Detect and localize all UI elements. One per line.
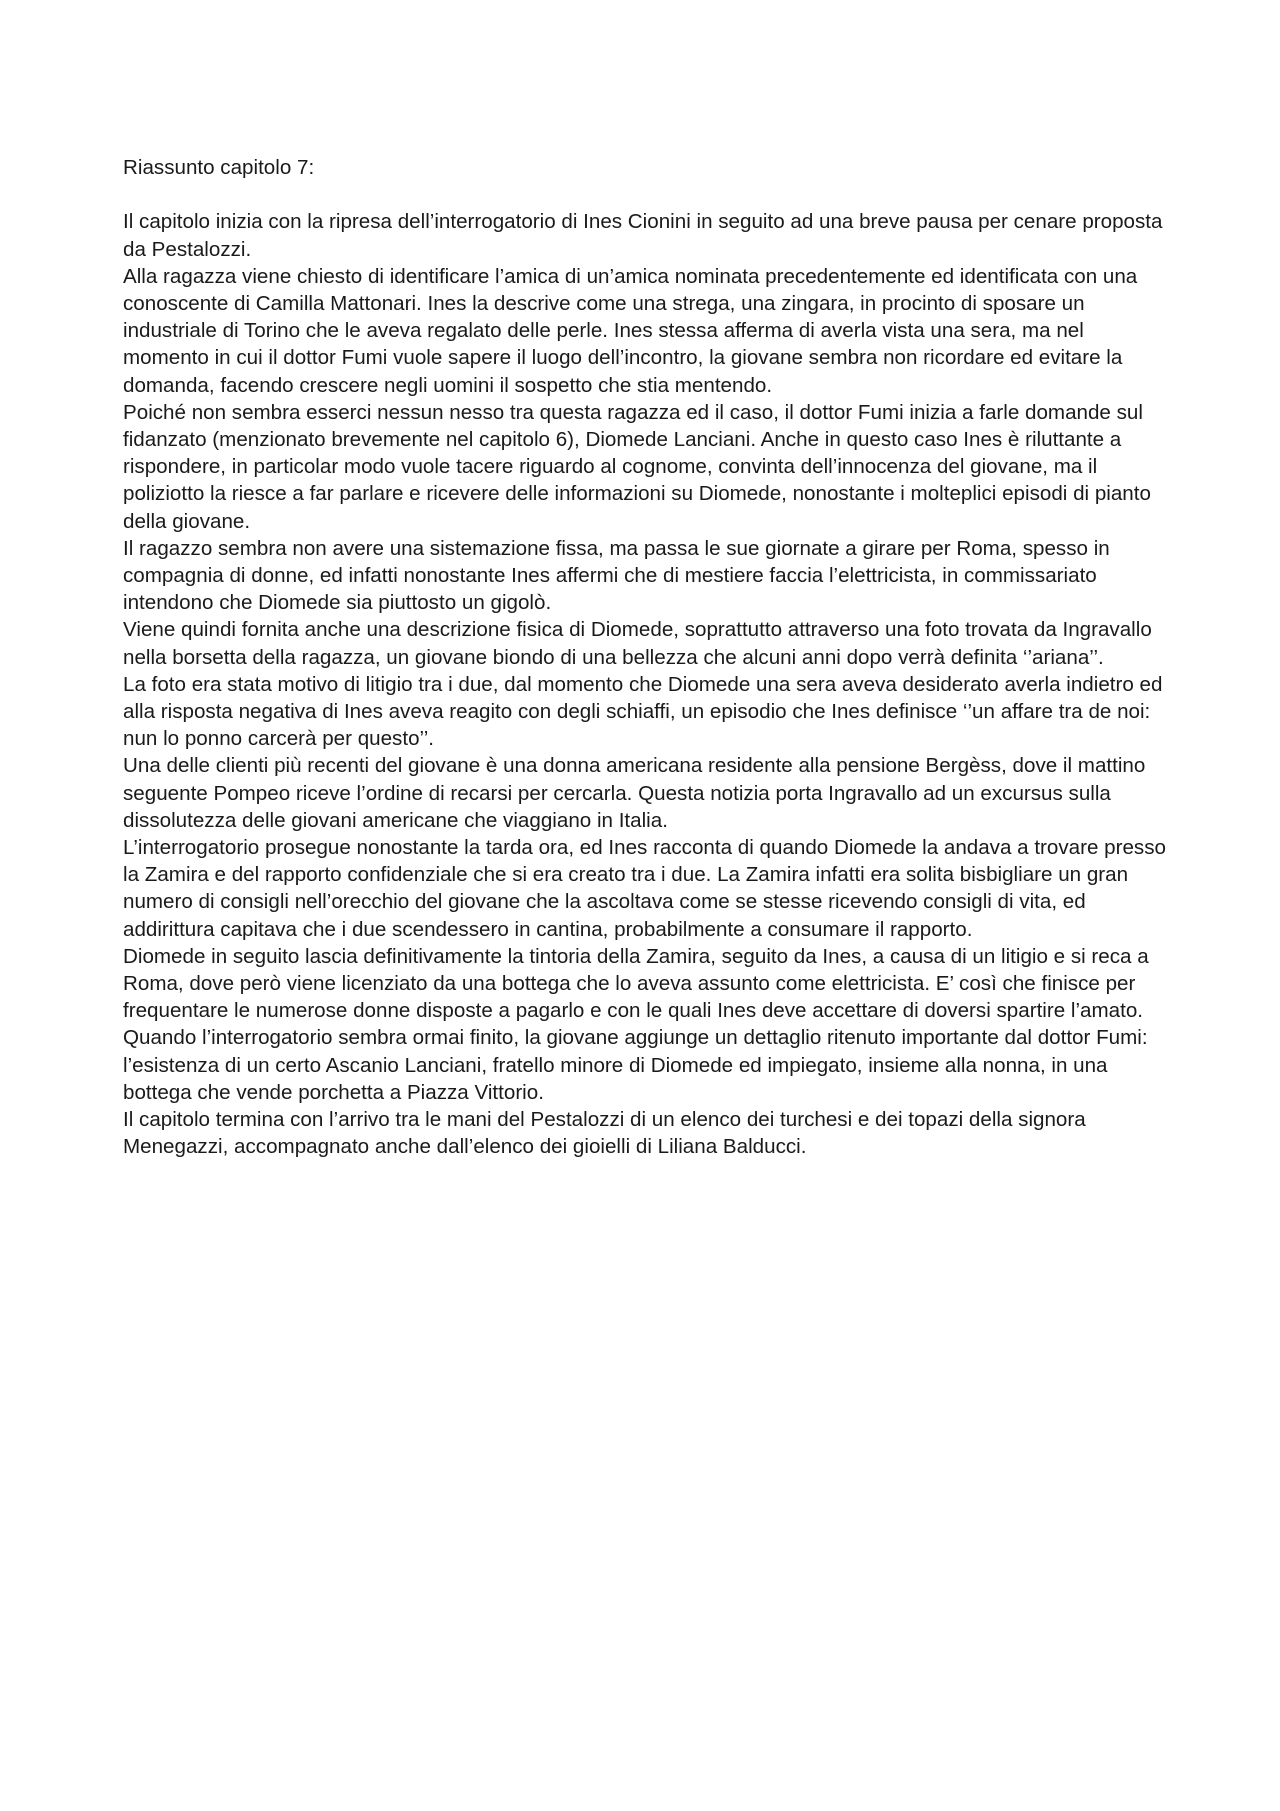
document-heading: Riassunto capitolo 7:	[123, 156, 315, 179]
paragraph-9: Diomede in seguito lascia definitivamente la tintoria della Zamira, seguito da Ines, a causa di un litigio e si reca a Roma, dove però viene licenziato da una bottega che lo aveva assunto come elettricista. E’ così che finisce per frequentare le numerose donne disposte a pagarlo e con le quali Ines deve accettare di doversi spartire l’amato.	[123, 944, 1149, 1023]
document-body	[123, 154, 1173, 1161]
paragraph-4: Il ragazzo sembra non avere una sistemazione fissa, ma passa le sue giornate a girare per Roma, spesso in compagnia di donne, ed infatti nonostante Ines affermi che di mestiere faccia l’elettricista, in commissariato intendono che Diomede sia piuttosto un gigolò.	[123, 536, 1110, 615]
paragraph-6: La foto era stata motivo di litigio tra i due, dal momento che Diomede una sera aveva desiderato averla indietro ed alla risposta negativa di Ines aveva reagito con degli schiaffi, un episodio che Ines definisce ‘’un affare tra de noi: nun lo ponno carcerà per questo’’.	[123, 672, 1163, 751]
paragraph-11: Il capitolo termina con l’arrivo tra le mani del Pestalozzi di un elenco dei turchesi e dei topazi della signora Menegazzi, accompagnato anche dall’elenco dei gioielli di Liliana Balducci.	[123, 1108, 1086, 1159]
paragraph-5: Viene quindi fornita anche una descrizione fisica di Diomede, soprattutto attraverso una foto trovata da Ingravallo nella borsetta della ragazza, un giovane biondo di una bellezza che alcuni anni dopo verrà definita ‘’ariana’’.	[123, 618, 1152, 669]
paragraph-10: Quando l’interrogatorio sembra ormai finito, la giovane aggiunge un dettaglio ritenuto importante dal dottor Fumi: l’esistenza di un certo Ascanio Lanciani, fratello minore di Diomede ed impiegato, insieme alla nonna, in una bottega che vende porchetta a Piazza Vittorio.	[123, 1026, 1148, 1104]
paragraph-1: Il capitolo inizia con la ripresa dell’interrogatorio di Ines Cionini in seguito ad una breve pausa per cenare proposta da Pestalozzi.	[123, 210, 1163, 261]
paragraph-3: Poiché non sembra esserci nessun nesso tra questa ragazza ed il caso, il dottor Fumi inizia a farle domande sul fidanzato (menzionato brevemente nel capitolo 6), Diomede Lanciani. Anche in questo caso Ines è riluttante a rispondere, in particolar modo vuole tacere riguardo al cognome, convinta dell’innocenza del giovane, ma il poliziotto la riesce a far parlare e ricevere delle informazioni su Diomede, nonostante i molteplici episodi di pianto della giovane.	[123, 400, 1151, 533]
paragraph-2: Alla ragazza viene chiesto di identificare l’amica di un’amica nominata precedentemente ed identificata con una conoscente di Camilla Mattonari. Ines la descrive come una strega, una zingara, in procinto di sposare un industriale di Torino che le aveva regalato delle perle. Ines stessa afferma di averla vista una sera, ma nel momento in cui il dottor Fumi vuole sapere il luogo dell’incontro, la giovane sembra non ricordare ed evitare la domanda, facendo crescere negli uomini il sospetto che stia mentendo.	[123, 264, 1138, 397]
blank-line	[123, 181, 1173, 208]
paragraph-7: Una delle clienti più recenti del giovane è una donna americana residente alla pensione Bergèss, dove il mattino seguente Pompeo riceve l’ordine di recarsi per cercarla. Questa notizia porta Ingravallo ad un excursus sulla dissolutezza delle giovani americane che viaggiano in Italia.	[123, 754, 1146, 832]
paragraph-8: L’interrogatorio prosegue nonostante la tarda ora, ed Ines racconta di quando Diomede la andava a trovare presso la Zamira e del rapporto confidenziale che si era creato tra i due. La Zamira infatti era solita bisbigliare un gran numero di consigli nell’orecchio del giovane che la ascoltava come se stesse ricevendo consigli di vita, ed addirittura capitava che i due scendessero in cantina, probabilmente a consumare il rapporto.	[123, 836, 1166, 941]
